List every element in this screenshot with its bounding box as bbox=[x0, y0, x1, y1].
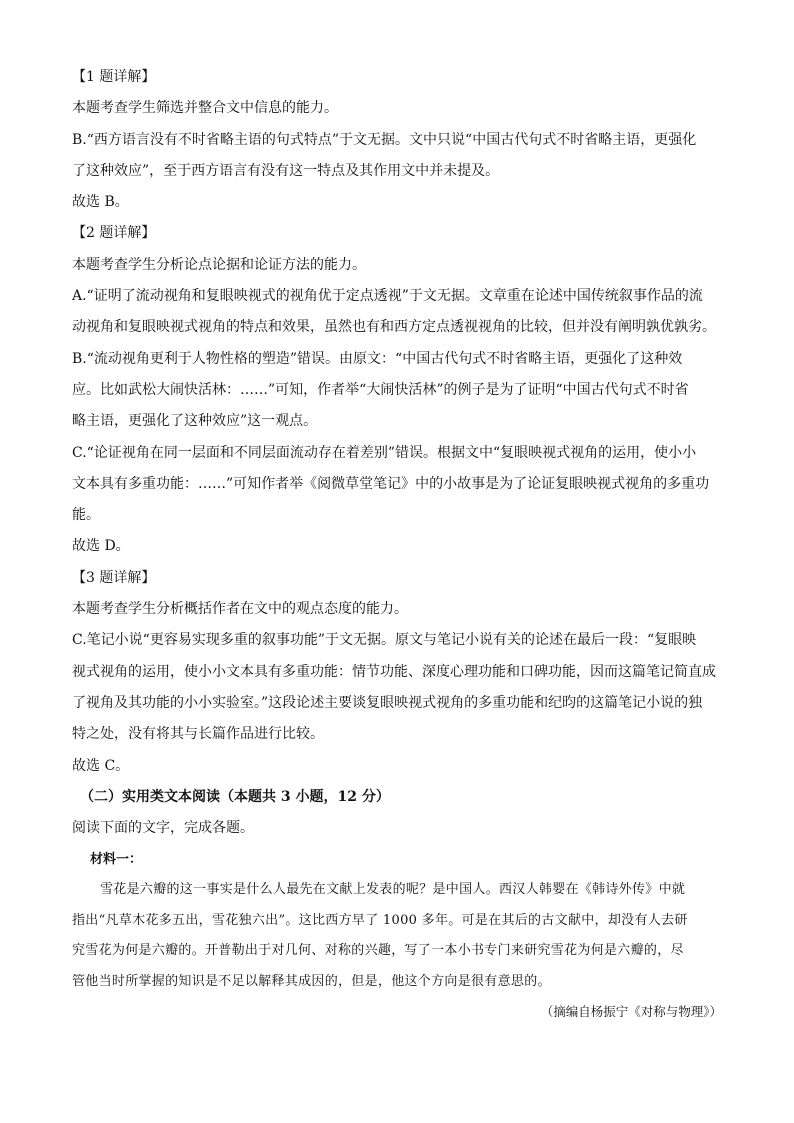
q3-line: 视式视角的运用，使小小文本具有多重功能：情节功能、深度心理功能和口碑功能，因而这篇笔记简直成 bbox=[72, 663, 716, 680]
material-line: 管他当时所掌握的知识是不足以解释其成因的，但是，他这个方向是很有意思的。 bbox=[72, 973, 551, 989]
q2-answer: 故选 D。 bbox=[72, 538, 130, 555]
q3-line: 本题考查学生分析概括作者在文中的观点态度的能力。 bbox=[72, 601, 408, 618]
q1-line: B.“西方语言没有不时省略主语的句式特点”于文无据。文中只说“中国古代句式不时省略主语，更强化 bbox=[72, 131, 697, 148]
material-line: 究雪花为何是六瓣的。开普勒出于对几何、对称的兴趣，写了一本小书专门来研究雪花为何是六瓣的，尽 bbox=[72, 943, 684, 959]
q3-line: C.笔记小说“更容易实现多重的叙事功能”于文无据。原文与笔记小说有关的论述在最后一段：“复眼映 bbox=[72, 632, 697, 649]
q2-line: 文本具有多重功能：……”可知作者举《阅微草堂笔记》中的小故事是为了论证复眼映视式视角的多重功 bbox=[72, 475, 710, 492]
q2-heading: 【2 题详解】 bbox=[72, 225, 156, 242]
section-instruction: 阅读下面的文字，完成各题。 bbox=[72, 820, 254, 837]
document-page bbox=[72, 62, 722, 1027]
q3-heading: 【3 题详解】 bbox=[72, 569, 156, 586]
section-heading: （二）实用类文本阅读（本题共 3 小题，12 分） bbox=[80, 788, 390, 805]
material-line: 指出“凡草木花多五出，雪花独六出”。这比西方早了 1000 多年。可是在其后的古文献中，却没有人去研 bbox=[72, 912, 688, 928]
q2-line: 能。 bbox=[72, 507, 100, 524]
q1-line: 本题考查学生筛选并整合文中信息的能力。 bbox=[72, 100, 338, 117]
q3-line: 特之处，没有将其与长篇作品进行比较。 bbox=[72, 726, 324, 743]
q3-line: 了视角及其功能的小小实验室。”这段论述主要谈复眼映视式视角的多重功能和纪昀的这篇笔记小说的独 bbox=[72, 694, 703, 711]
q1-answer: 故选 B。 bbox=[72, 194, 129, 211]
q2-line: C.“论证视角在同一层面和不同层面流动存在着差别”错误。根据文中“复眼映视式视角的运用，使小小 bbox=[72, 444, 697, 461]
q1-heading: 【1 题详解】 bbox=[72, 69, 156, 85]
material-label: 材料一： bbox=[90, 852, 143, 868]
q1-line: 了这种效应”，至于西方语言有没有这一特点及其作用文中并未提及。 bbox=[72, 162, 500, 179]
q3-answer: 故选 C。 bbox=[72, 757, 130, 774]
q2-line: 应。比如武松大闹快活林：……”可知，作者举“大闹快活林”的例子是为了证明“中国古代句式不时省 bbox=[72, 381, 689, 398]
q2-line: 动视角和复眼映视式视角的特点和效果，虽然也有和西方定点透视视角的比较，但并没有阐明孰优孰劣。 bbox=[72, 319, 716, 336]
q2-line: A.“证明了流动视角和复眼映视式的视角优于定点透视”于文无据。文章重在论述中国传统叙事作品的流 bbox=[72, 288, 703, 305]
q2-line: 本题考查学生分析论点论据和论证方法的能力。 bbox=[72, 256, 366, 273]
q2-line: B.“流动视角更利于人物性格的塑造”错误。由原文：“中国古代句式不时省略主语，更强化了这种效 bbox=[72, 350, 683, 367]
material-line: 雪花是六瓣的这一事实是什么人最先在文献上发表的呢？是中国人。西汉人韩婴在《韩诗外传》中就 bbox=[100, 882, 686, 898]
q2-line: 略主语，更强化了这种效应”这一观点。 bbox=[72, 413, 318, 430]
material-source: （摘编自杨振宁《对称与物理》） bbox=[540, 1004, 722, 1020]
